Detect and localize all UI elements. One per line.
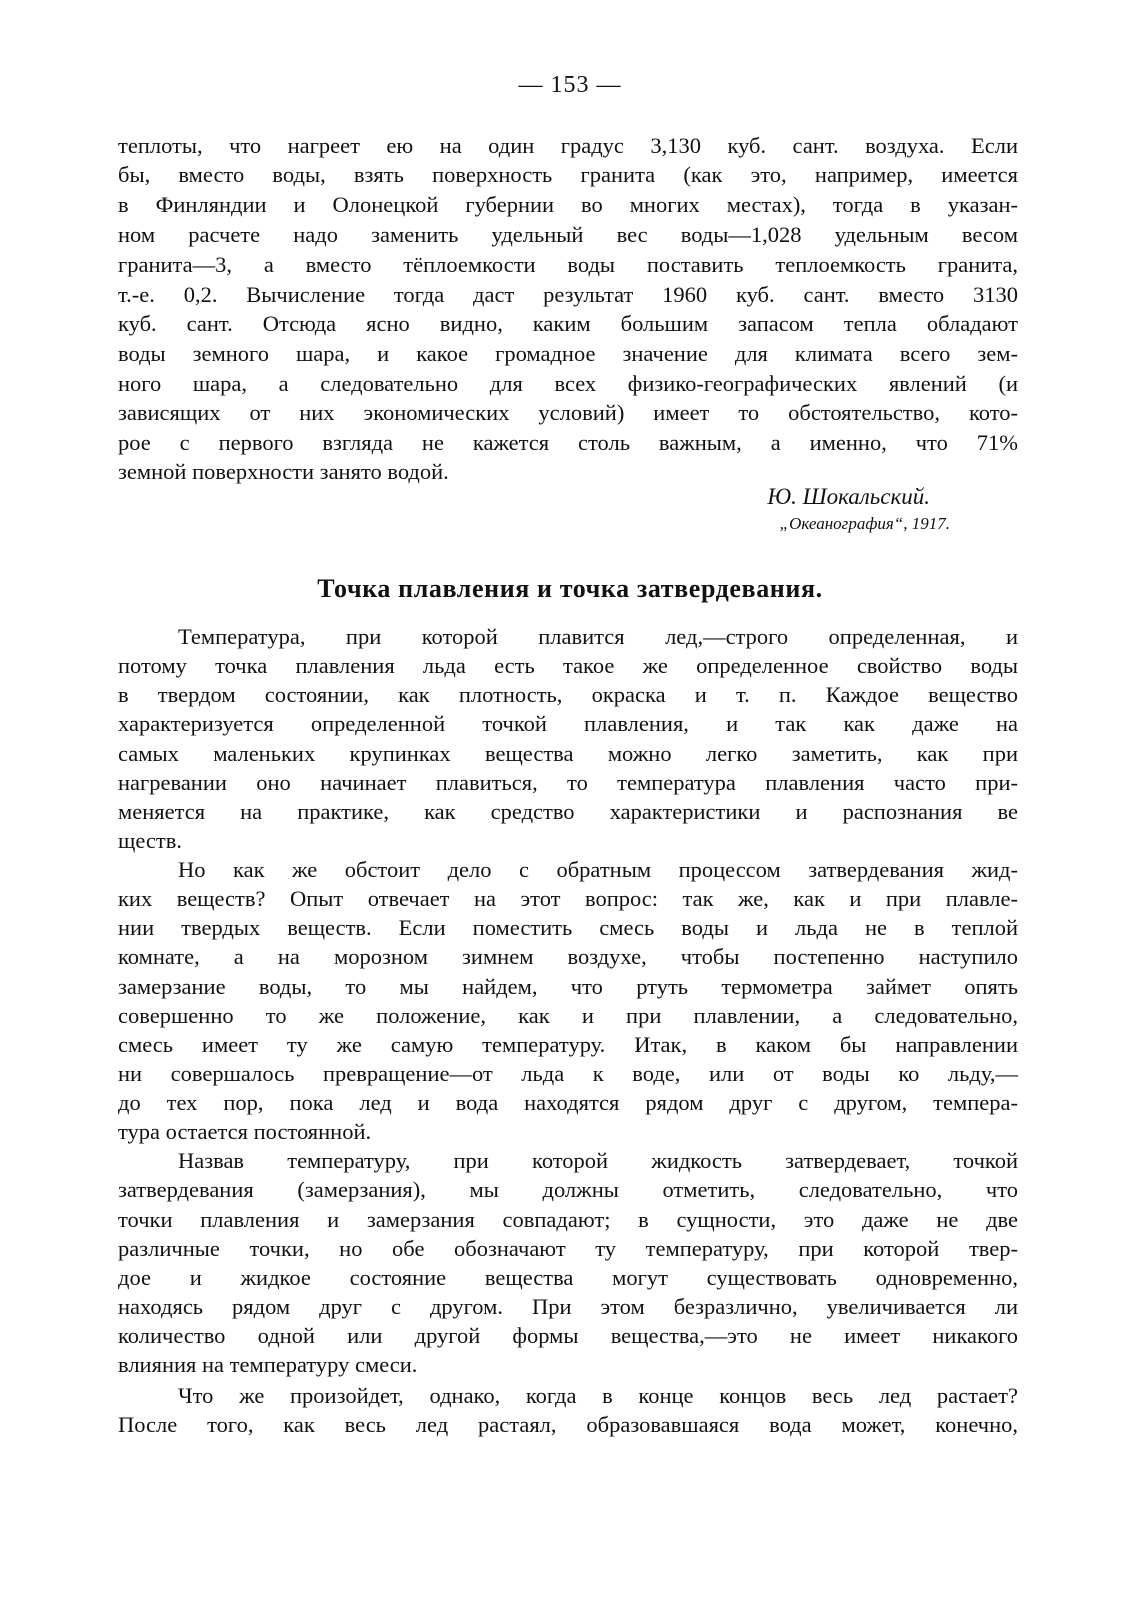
text-line: совершенно то же положение, как и при плавлении, а следовательно, [118, 1003, 1018, 1028]
text-line: характеризуется определенной точкой плавления, и так как даже на [118, 711, 1018, 736]
text-line: до тех пор, пока лед и вода находятся рядом друг с другом, темпера- [118, 1090, 1018, 1115]
section-heading: Точка плавления и точка затвердевания. [317, 574, 823, 603]
text-line: куб. сант. Отсюда ясно видно, каким большим запасом тепла обладают [118, 311, 1018, 336]
author-signature: Ю. Шокальский. [767, 484, 930, 509]
text-line: ного шара, а следовательно для всех физико-географических явлений (и [118, 371, 1018, 396]
text-line: точки плавления и замерзания совпадают; в сущности, это даже не две [118, 1207, 1018, 1232]
text-line: земной поверхности занято водой. [118, 459, 449, 484]
text-line: Температура, при которой плавится лед,—строго определенная, и [178, 624, 1018, 649]
text-line: воды земного шара, и какое громадное значение для климата всего зем- [118, 341, 1018, 366]
text-line: Назвав температуру, при которой жидкость затвердевает, точкой [178, 1148, 1018, 1173]
text-line: потому точка плавления льда есть такое же определенное свойство воды [118, 653, 1018, 678]
text-line: ких веществ? Опыт отвечает на этот вопрос: так же, как и при плавле- [118, 886, 1018, 911]
text-line: нагревании оно начинает плавиться, то температура плавления часто при- [118, 770, 1018, 795]
text-line: ществ. [118, 828, 182, 853]
text-line: меняется на практике, как средство характеристики и распознания ве [118, 799, 1018, 824]
text-line: затвердевания (замерзания), мы должны отметить, следовательно, что [118, 1177, 1018, 1202]
text-line: количество одной или другой формы вещества,—это не имеет никакого [118, 1323, 1018, 1348]
text-line: различные точки, но обе обозначают ту температуру, при которой твер- [118, 1236, 1018, 1261]
text-line: находясь рядом друг с другом. При этом безразлично, увеличивается ли [118, 1294, 1018, 1319]
text-line: рое с первого взгляда не кажется столь важным, а именно, что 71% [118, 430, 1018, 455]
text-line: После того, как весь лед растаял, образовавшаяся вода может, конечно, [118, 1412, 1018, 1437]
text-line: Что же произойдет, однако, когда в конце концов весь лед растает? [178, 1383, 1018, 1408]
text-line: ном расчете надо заменить удельный вес воды—1,028 удельным весом [118, 222, 1018, 247]
text-line: ни совершалось превращение—от льда к воде, или от воды ко льду,— [118, 1061, 1018, 1086]
text-line: замерзание воды, то мы найдем, что ртуть термометра займет опять [118, 974, 1018, 999]
source-citation: „Океанография“, 1917. [779, 514, 950, 533]
text-line: бы, вместо воды, взять поверхность гранита (как это, например, имеется [118, 162, 1018, 187]
text-line: влияния на температуру смеси. [118, 1352, 418, 1377]
text-line: зависящих от них экономических условий) имеет то обстоятельство, кото- [118, 400, 1018, 425]
text-line: Но как же обстоит дело с обратным процессом затвердевания жид- [178, 857, 1018, 882]
text-line: нии твердых веществ. Если поместить смесь воды и льда не в теплой [118, 915, 1018, 940]
text-line: т.-е. 0,2. Вычисление тогда даст результат 1960 куб. сант. вместо 3130 [118, 282, 1018, 307]
text-line: комнате, а на морозном зимнем воздухе, чтобы постепенно наступило [118, 944, 1018, 969]
text-line: смесь имеет ту же самую температуру. Итак, в каком бы направлении [118, 1032, 1018, 1057]
text-line: тура остается постоянной. [118, 1119, 372, 1144]
text-line: самых маленьких крупинках вещества можно легко заметить, как при [118, 741, 1018, 766]
text-line: дое и жидкое состояние вещества могут существовать одновременно, [118, 1265, 1018, 1290]
text-line: в Финляндии и Олонецкой губернии во многих местах), тогда в указан- [118, 192, 1018, 217]
text-line: в твердом состоянии, как плотность, окраска и т. п. Каждое вещество [118, 682, 1018, 707]
text-line: теплоты, что нагреет ею на один градус 3,130 куб. сант. воздуха. Если [118, 133, 1018, 158]
page-number: — 153 — [518, 72, 622, 98]
text-line: гранита—3, а вместо тёплоемкости воды поставить теплоемкость гранита, [118, 252, 1018, 277]
